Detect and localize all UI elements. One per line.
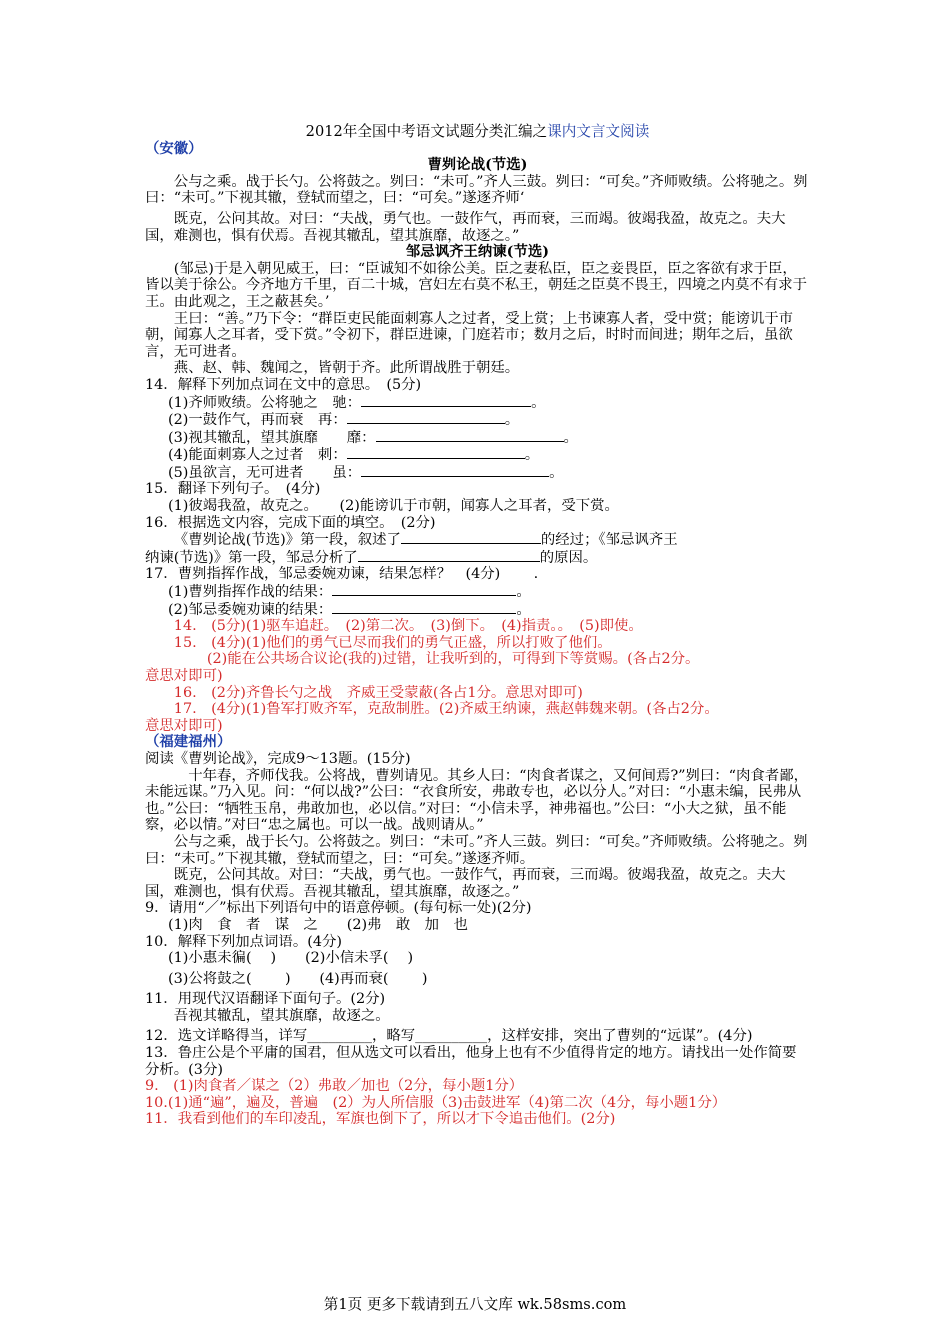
- passage-paragraph: (邹忌)于是入朝见威王，曰：“臣诚知不如徐公美。臣之妻私臣，臣之妾畏臣，臣之客欲有求于臣，皆以美于徐公。今齐地方千里，百二十城，宫妇左右莫不私王，朝廷之臣莫不畏王，四境之内莫不有求于王。由此观之，王之蔽甚矣。’: [145, 260, 807, 310]
- document-title: [145, 124, 810, 141]
- question-15: 15．翻译下列句子。 (4分): [145, 481, 321, 498]
- q17-item: (2)邹忌委婉劝谏的结果： 。: [168, 601, 531, 618]
- answer-11: 11．我看到他们的车印凌乱，军旗也倒下了，所以才下令追击他们。(2分): [145, 1111, 616, 1128]
- q9-items: (1)肉 食 者 谋 之 (2)弗 敢 加 也: [168, 916, 468, 933]
- q10-items: (1)小惠未徧( ) (2)小信未孚( ): [168, 950, 414, 967]
- page-footer: 第1页 更多下载请到五八文库 wk.58sms.com: [323, 1296, 627, 1313]
- passage-paragraph: 公与之乘。战于长勺。公将鼓之。刿曰：“未可。”齐人三鼓。刿曰：“可矣。”齐师败绩。公将驰之。刿曰：“未可。”下视其辙，登轼而望之，曰：“可矣。”遂逐齐师‘: [145, 173, 808, 207]
- region-label-fujian: （福建福州）: [145, 733, 232, 751]
- q16-fill: 纳谏(节选)》第一段，邹忌分析了 的原因。: [145, 549, 598, 566]
- answer-14: 14. (5分)(1)驱车追赶。 (2)第二次。 (3)倒下。 (4)指责。。 (5)即使。: [173, 618, 643, 635]
- answer-15-note: 意思对即可): [145, 668, 223, 684]
- question-14: 14．解释下列加点词在文中的意思。 (5分): [145, 376, 422, 393]
- question-12: 12．选文详略得当，详写_________，略写__________，这样安排，突出了曹刿的“远谋”。(4分): [145, 1028, 753, 1045]
- passage-paragraph: 十年春，齐师伐我。公将战，曹刿请见。其乡人曰：“肉食者谋之，又何间焉?”刿曰：“肉食者鄙，未能远谋。”乃入见。问：“何以战?”公曰：“衣食所安，弗敢专也，必以分人。”对曰：“小惠未编，民弗从也。”公曰：“牺牲玉帛，弗敢加也，必以信。”对曰：“小信未孚，神弗福也。”公曰：“小大之狱，虽不能察，必以情。”对曰“忠之属也。可以一战。战则请从。”: [145, 767, 808, 834]
- answer-15-part2: (2)能在公共场合议论(我的)过错，让我听到的，可得到下等赏赐。(各占2分。: [206, 651, 700, 668]
- answer-9: 9. (1)肉食者／谋之（2）弗敢／加也（2分，每小题1分）: [145, 1078, 524, 1095]
- answer-blank[interactable]: [358, 549, 540, 562]
- answer-16: 16. (2分)齐鲁长勺之战 齐威王受蒙蔽(各占1分。意思对即可): [173, 684, 583, 701]
- passage-paragraph: 燕、赵、韩、魏闻之，皆朝于齐。此所谓战胜于朝廷。: [173, 360, 520, 377]
- passage-paragraph: 既克，公问其故。对曰：“夫战，勇气也。一鼓作气，再而衰，三而竭。彼竭我盈，故克之。夫大国，难测也，惧有伏焉。吾视其辙乱，望其旗靡，故逐之。”: [145, 210, 786, 244]
- question-11: 11．用现代汉语翻译下面句子。(2分): [145, 991, 386, 1008]
- passage-paragraph: 公与之乘，战于长勺。公将鼓之。刿曰：“未可。”齐人三鼓。刿曰：“可矣。”齐师败绩。公将驰之。刿曰：“未可。”下视其辙，登轼而望之，曰：“可矣。”遂逐齐师。: [145, 833, 808, 867]
- q15-items: (1)彼竭我盈，故克之。 (2)能谤讥于市朝，闻寡人之耳者，受下赏。: [168, 498, 619, 515]
- answer-blank[interactable]: [361, 464, 549, 477]
- answer-blank[interactable]: [376, 429, 564, 442]
- q14-item: (4)能面刺寡人之过者 刺： 。: [168, 447, 540, 464]
- q14-item: (5)虽欲言，无可进者 虽： 。: [168, 464, 564, 481]
- question-9: 9．请用“／”标出下列语句中的语意停顿。(每句标一处)(2分): [145, 900, 532, 917]
- q14-item: (3)视其辙乱，望其旗靡 靡： 。: [168, 429, 578, 446]
- passage-title: 邹忌讽齐王纳谏(节选): [405, 243, 550, 261]
- answer-15: 15. (4分)(1)他们的勇气已尽而我们的勇气正盛，所以打败了他们。: [173, 634, 612, 651]
- question-16: 16．根据选文内容，完成下面的填空。 (2分): [145, 514, 436, 531]
- q16-fill: 《曹刿论战(节选)》第一段，叙述了 的经过；《邹忌讽齐王: [173, 532, 678, 549]
- q14-item: (1)齐师败绩。公将驰之 驰： 。: [168, 394, 546, 411]
- passage-paragraph: 既克，公问其故。对曰：“夫战，勇气也。一鼓作气，再而衰，三而竭。彼竭我盈，故克之。夫大国，难测也，惧有伏焉。吾视其辙乱，望其旗靡，故逐之。”: [145, 867, 786, 900]
- answer-blank[interactable]: [347, 411, 505, 424]
- answer-blank[interactable]: [347, 446, 525, 459]
- title-text: 2012年全国中考语文试题分类汇编之: [305, 123, 548, 140]
- q17-item: (1)曹刿指挥作战的结果： 。: [168, 584, 531, 601]
- q10-items: (3)公将鼓之( ) (4)再而衰( ): [168, 970, 428, 987]
- q14-item: (2)一鼓作气，再而衰 再： 。: [168, 412, 520, 429]
- region-label-anhui: （安徽）: [145, 139, 203, 157]
- answer-17: 17. (4分)(1)鲁军打败齐军，克敌制胜。(2)齐威王纳谏，燕赵韩魏来朝。(各占2分。: [173, 701, 719, 718]
- title-highlight: 课内文言文阅读: [547, 123, 650, 140]
- answer-blank[interactable]: [401, 531, 541, 544]
- document-body: [145, 124, 810, 1128]
- answer-blank[interactable]: [332, 601, 516, 614]
- passage-paragraph: 王曰：“善。”乃下令：“群臣吏民能面刺寡人之过者，受上赏；上书谏寡人者，受中赏；能谤讥于市朝，闻寡人之耳者，受下赏。”令初下，群臣进谏，门庭若市；数月之后，时时而间进；期年之后，虽欲言，无可进者。: [145, 310, 794, 360]
- reading-intro: 阅读《曹刿论战》，完成9～13题。(15分): [145, 750, 411, 767]
- question-17: 17．曹刿指挥作战，邹忌委婉劝谏，结果怎样？ (4分) .: [145, 566, 539, 583]
- q11-item: 吾视其辙乱，望其旗靡，故逐之。: [173, 1007, 390, 1024]
- answer-17-note: 意思对即可): [145, 717, 223, 734]
- answer-10: 10.(1)通“遍”，遍及，普遍 (2）为人所信服（3)击鼓进军（4)第二次（4分，每小题1分）: [145, 1094, 727, 1111]
- answer-blank[interactable]: [361, 394, 531, 407]
- answer-blank[interactable]: [332, 583, 516, 596]
- question-13: 13．鲁庄公是个平庸的国君，但从选文可以看出，他身上也有不少值得肯定的地方。请找出一处作简要分析。(3分): [145, 1045, 797, 1078]
- question-10: 10．解释下列加点词语。(4分): [145, 933, 342, 950]
- passage-title: 曹刿论战(节选): [427, 156, 528, 174]
